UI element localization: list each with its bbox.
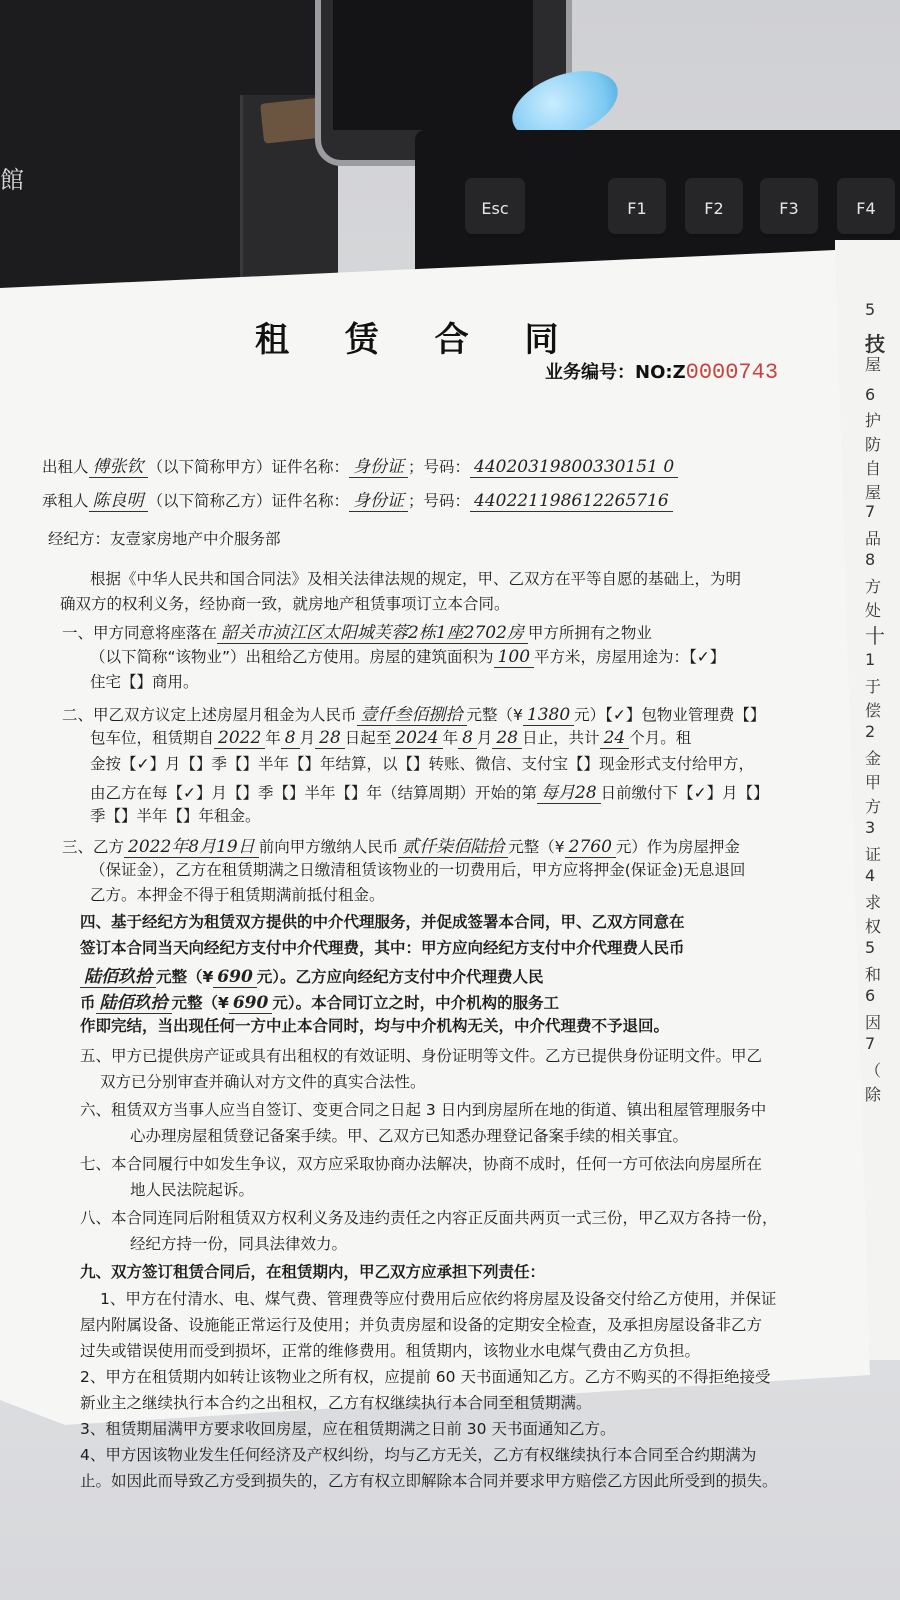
right-page-char: 和 (865, 965, 882, 984)
clause-3-line-2: （保证金），乙方在租赁期满之日缴清租赁该物业的一切费用后，甲方应将押金(保证金)无息退回 (90, 861, 746, 879)
agent-line (48, 527, 281, 549)
clause-6-line-2: 心办理房屋租赁登记备案手续。甲、乙双方已知悉办理登记备案手续的相关事宜。 (130, 1127, 689, 1145)
clause-text: 个月。租 (629, 729, 692, 747)
right-page-char: 3 (865, 818, 876, 837)
clause-text: 币 (80, 994, 96, 1012)
right-page-char: 屋 (865, 355, 882, 374)
lessor-line (42, 452, 678, 477)
right-page-char: 十 (865, 624, 885, 648)
clause-9-1-line-2: 屋内附属设备、设施能正常运行及使用；并负责房屋和设备的定期安全检查，及承担房屋设备非乙方 (80, 1316, 763, 1334)
right-page-char: 8 (865, 550, 876, 569)
lessee-note: （以下简称乙方）证件名称： (147, 492, 350, 510)
lease-start-year: 2022 (214, 728, 265, 749)
lease-end-month: 8 (458, 728, 477, 749)
clause-text: 平方米，房屋用途为：【✓】 (534, 648, 726, 666)
clause-4-line-2: 签订本合同当天向经纪方支付中介代理费，其中：甲方应向经纪方支付中介代理费人民币 (80, 939, 685, 957)
clause-9-4-line-2: 止。如因此而导致乙方受到损失的，乙方有权立即解除本合同并要求甲方赔偿乙方因此所受到的损失。 (80, 1472, 778, 1490)
clause-4-line-3 (80, 962, 544, 987)
right-page-char: 6 (865, 986, 876, 1005)
clause-1-line-1 (62, 618, 652, 643)
clause-text: 元整（¥ (508, 838, 565, 856)
lessee-fee-amount: 690 (229, 993, 273, 1014)
right-page-char: 除 (865, 1085, 882, 1104)
intro-line-1: 根据《中华人民共和国合同法》及相关法律法规的规定，甲、乙双方在平等自愿的基础上，为明 (90, 570, 742, 588)
lessee-id: 440221198612265716 (470, 491, 673, 512)
key-f1: F1 (608, 178, 666, 238)
phone-screen (333, 0, 533, 130)
clause-1-line-3: 住宅【】商用。 (90, 673, 199, 691)
notebook-text: 館 (0, 166, 24, 194)
right-page-char: 屋 (865, 483, 882, 502)
clause-text: 甲方所拥有之物业 (527, 624, 652, 642)
lease-end-year: 2024 (391, 728, 442, 749)
lessor-id: 44020319800330151 0 (470, 457, 678, 478)
clause-text: 日止，共计 (522, 729, 600, 747)
right-page-char: 方 (865, 577, 882, 596)
clause-2-line-5: 季【】半年【】年租金。 (90, 807, 261, 825)
clause-text: 元整（¥ (466, 706, 523, 724)
clause-1-line-2 (90, 645, 725, 667)
right-page-char: 自 (865, 459, 882, 478)
right-page-char: 于 (865, 677, 882, 696)
clause-text: 一、甲方同意将座落在 (62, 624, 218, 642)
lessee-id-type: 身份证 (349, 491, 408, 512)
clause-7-line-2: 地人民法院起诉。 (130, 1181, 255, 1199)
business-number-value: 0000743 (685, 360, 779, 385)
right-page-char: 5 (865, 938, 876, 957)
lessee-line (42, 486, 673, 511)
key-f2: F2 (685, 178, 743, 238)
clause-9-2-line-2: 新业主之继续执行本合约之出租权，乙方有权继续执行本合同至租赁期满。 (80, 1394, 592, 1412)
right-page-char: 5 (865, 300, 876, 319)
lessor-name: 傅张钦 (89, 457, 148, 478)
clause-text: 二、甲乙双方议定上述房屋月租金为人民币 (62, 706, 357, 724)
clause-4-line-5: 作即完结，当出现任何一方中止本合同时，均与中介机构无关，中介代理费不予退回。 (80, 1017, 670, 1035)
clause-9-title: 九、双方签订租赁合同后，在租赁期内，甲乙双方应承担下列责任： (80, 1263, 546, 1281)
business-number-label: 业务编号： (545, 362, 635, 383)
right-page-char: 6 (865, 385, 876, 404)
lessee-name: 陈良明 (89, 491, 148, 512)
clause-2-line-3: 金按【✓】月【】季【】半年【】年结算，以【】转账、微信、支付宝【】现金形式支付给甲方， (90, 755, 754, 773)
lessee-fee-words: 陆佰玖拾 (96, 993, 172, 1014)
key-esc: Esc (465, 178, 525, 238)
clause-9-1-line-1: 1、甲方在付清水、电、煤气费、管理费等应付费用后应依约将房屋及设备交付给乙方使用，并保证 (100, 1290, 777, 1308)
clause-text: 元整（¥ (156, 968, 214, 986)
lessor-label: 出租人 (42, 458, 89, 476)
lessor-fee-words: 陆佰玖拾 (80, 967, 156, 988)
lessee-label: 承租人 (42, 492, 89, 510)
business-number-prefix: NO:Z (635, 362, 686, 383)
contract-title: 租 赁 合 同 (255, 320, 581, 360)
lessor-id-label: ；号码： (408, 458, 471, 476)
clause-text: 三、乙方 (62, 838, 125, 856)
building-area: 100 (494, 647, 534, 668)
intro-line-2: 确双方的权利义务，经协商一致，就房地产租赁事项订立本合同。 (60, 595, 510, 613)
clause-text: 由乙方在每【✓】月【】季【】半年【】年（结算周期）开始的第 (90, 784, 537, 802)
clause-5-line-1: 五、甲方已提供房产证或具有出租权的有效证明、身份证明等文件。乙方已提供身份证明文件。甲乙 (80, 1047, 763, 1065)
lease-start-month: 8 (281, 728, 300, 749)
clause-6-line-1: 六、租赁双方当事人应当自签订、变更合同之日起 3 日内到房屋所在地的街道、镇出租屋管理服务中 (80, 1101, 767, 1119)
clause-text: 元）。本合同订立之时，中介机构的服务工 (272, 994, 560, 1012)
agent-label: 经纪方： (48, 530, 111, 548)
key-f4: F4 (837, 178, 895, 238)
right-page-char: 方 (865, 797, 882, 816)
right-page-char: （ (865, 1061, 882, 1080)
right-page-char: 技 (865, 332, 885, 356)
clause-text: 月 (299, 729, 316, 747)
clause-text: 日起至 (344, 729, 392, 747)
clause-4-line-4 (80, 988, 559, 1013)
lease-start-day: 28 (315, 728, 345, 749)
lessee-id-label: ；号码： (408, 492, 471, 510)
clause-7-line-1: 七、本合同履行中如发生争议，双方应采取协商办法解决，协商不成时，任何一方可依法向房屋所在 (80, 1155, 763, 1173)
right-page-char: 处 (865, 601, 882, 620)
clause-9-1-line-3: 过失或错误使用而受到损坏，正常的维修费用。租赁期内，该物业水电煤气费由乙方负担。 (80, 1342, 701, 1360)
right-page-char: 偿 (865, 701, 882, 720)
right-page-char: 品 (865, 529, 882, 548)
clause-9-4-line-1: 4、甲方因该物业发生任何经济及产权纠纷，均与乙方无关，乙方有权继续执行本合同至合约期满为 (80, 1446, 757, 1464)
clause-text: 元）作为房屋押金 (615, 838, 740, 856)
right-page-char: 金 (865, 749, 882, 768)
right-page-char: 1 (865, 650, 876, 669)
clause-4-line-1: 四、基于经纪方为租赁双方提供的中介代理服务，并促成签署本合同，甲、乙双方同意在 (80, 913, 685, 931)
lessor-fee-amount: 690 (213, 967, 257, 988)
monthly-rent-words: 壹仟叁佰捌拾 (357, 705, 467, 726)
lessor-note: （以下简称甲方）证件名称： (147, 458, 350, 476)
monthly-rent-amount: 1380 (523, 705, 574, 726)
right-page-char: 甲 (865, 773, 882, 792)
payment-day: 每月28 (537, 783, 601, 804)
right-page-char: 7 (865, 1034, 876, 1053)
lessor-id-type: 身份证 (349, 457, 408, 478)
clause-5-line-2: 双方已分别审查并确认对方文件的真实合法性。 (100, 1073, 426, 1091)
clause-text: 前向甲方缴纳人民币 (258, 838, 399, 856)
right-page-char: 防 (865, 435, 882, 454)
clause-2-line-4 (90, 778, 769, 803)
right-page-char: 证 (865, 845, 882, 864)
right-page-char: 求 (865, 893, 882, 912)
right-page-char: 7 (865, 502, 876, 521)
clause-text: 月 (476, 729, 493, 747)
deposit-date: 2022年8月19日 (124, 837, 259, 858)
right-page-char: 权 (865, 917, 882, 936)
clause-text: 年 (442, 729, 459, 747)
deposit-words: 贰仟柒佰陆拾 (398, 837, 508, 858)
clause-text: 元整（¥ (171, 994, 229, 1012)
clause-8-line-1: 八、本合同连同后附租赁双方权利义务及违约责任之内容正反面共两页一式三份，甲乙双方各持一份， (80, 1209, 778, 1227)
clause-2-line-1 (62, 700, 765, 725)
clause-9-3-line-1: 3、租赁期届满甲方要求收回房屋，应在租赁期满之日前 30 天书面通知乙方。 (80, 1420, 616, 1438)
right-page-char: 4 (865, 866, 876, 885)
clause-text: （以下简称“该物业”）出租给乙方使用。房屋的建筑面积为 (90, 648, 494, 666)
lease-end-day: 28 (492, 728, 522, 749)
business-number (545, 358, 778, 385)
key-f3: F3 (760, 178, 818, 238)
lease-months: 24 (600, 728, 630, 749)
clause-9-2-line-1: 2、甲方在租赁期内如转让该物业之所有权，应提前 60 天书面通知乙方。乙方不购买的不得拒绝接受 (80, 1368, 771, 1386)
right-page-char: 护 (865, 411, 882, 430)
property-address: 韶关市浈江区太阳城芙蓉2栋1座2702房 (217, 623, 528, 644)
clause-2-line-2 (90, 726, 691, 748)
clause-8-line-2: 经纪方持一份，同具法律效力。 (130, 1235, 348, 1253)
clause-text: 元）【✓】包物业管理费【】 (574, 706, 766, 724)
right-page-char: 2 (865, 722, 876, 741)
clause-text: 年 (265, 729, 281, 747)
clause-3-line-3: 乙方。本押金不得于租赁期满前抵付租金。 (90, 886, 385, 904)
clause-text: 包车位，租赁期自 (90, 729, 215, 747)
clause-text: 日前缴付下【✓】月【】 (600, 784, 769, 802)
right-page-char: 因 (865, 1013, 882, 1032)
clause-3-line-1 (62, 832, 740, 857)
deposit-amount: 2760 (565, 837, 616, 858)
agent-name: 友壹家房地产中介服务部 (110, 530, 281, 548)
clause-text: 元）。乙方应向经纪方支付中介代理费人民 (256, 968, 544, 986)
